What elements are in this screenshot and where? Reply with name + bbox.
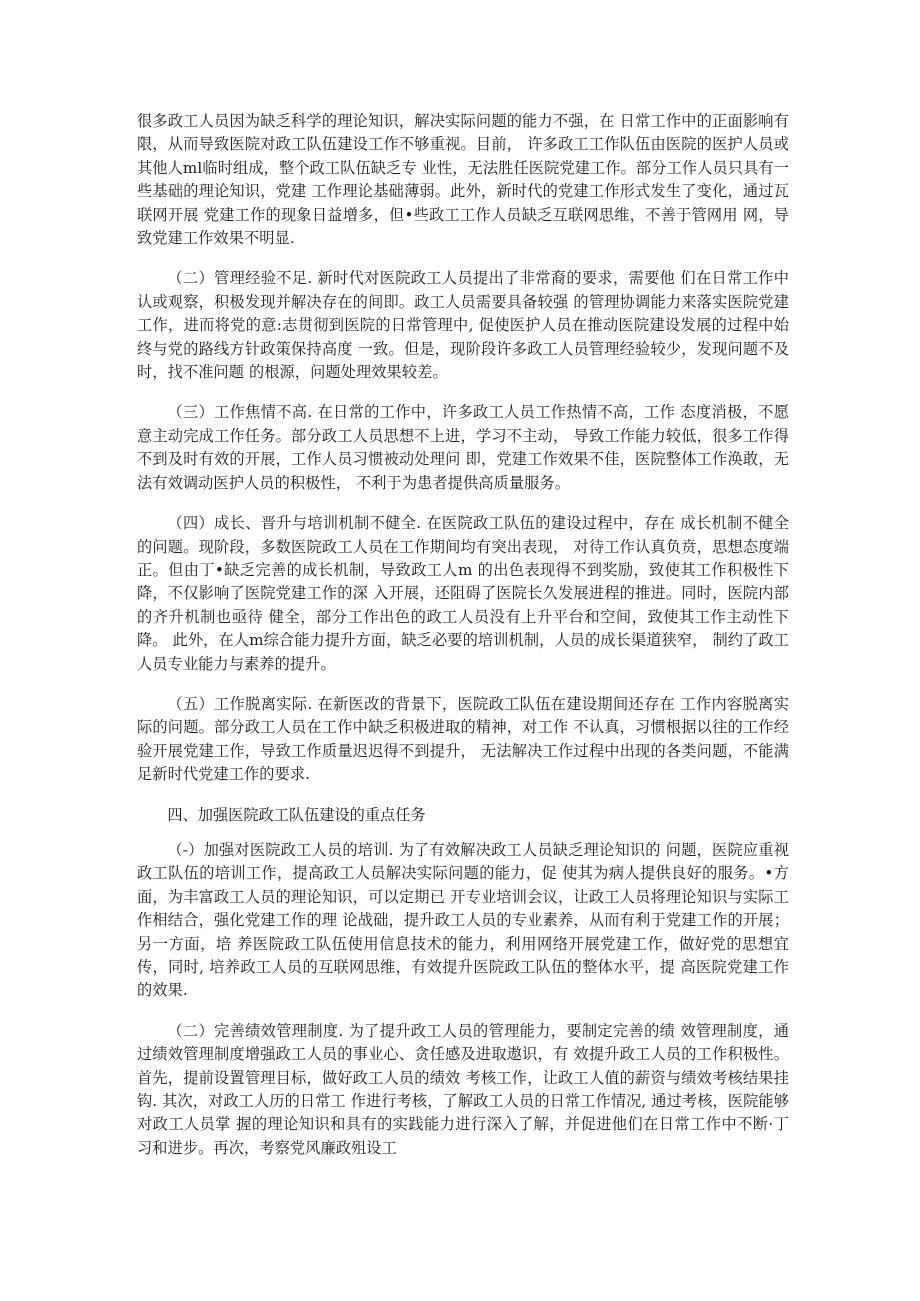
section-heading: 四、加强医院政工队伍建设的重点任务 — [167, 805, 426, 824]
paragraph-intro: 很多政工人员因为缺乏科学的理论知识，解决实际问题的能力不强，在 日常工作中的正面影响有限，从而导致医院对政工队伍建设工作不够重视。目前， 许多政工工作队伍由医院的医护人员或其他人ml临时组成，整个政工队伍缺乏专 业性，无法胜任医院党建工作。部分工作人员只具有一些基础的理论知识，党建 工作理论基础薄弱。此外，新时代的党建工作形式发生了变化，通过瓦联网开展 党建工作的现象日益增多，但•些政工工作人员缺乏互联网思维，不善于管网用 网，导致党建工作效果不明显. — [137, 112, 789, 248]
paragraph-work-detachment: （五）工作脱离实际. 在新医改的背景下，医院政工队伍在建设期间还存在 工作内容脱离实际的问题。部分政工人员在工作中缺乏积极进取的精神，对工作 不认真，习惯根据以往的工作经验开展党建工作，导致工作质量迟迟得不到提升， 无法解决工作过程中出现的各类问题，不能满足新时代党建工作的要求. — [137, 694, 789, 784]
paragraph-performance: （二）完善绩效管理制度. 为了提升政工人员的管理能力，要制定完善的绩 效管理制度，通过绩效管理制度增强政工人员的事业心、贪任感及进取遨识，有 效提升政工人员的工作积极性。首先，提前设置管理目标，做好政工人员的绩效 考核工作，让政工人值的薪资与绩效考核结果挂钩. 其次，对政工人历的日常工 作进行考核，了解政工人员的日常工作情况, 通过考核，医院能够对政工人员掌 握的理论知识和具有的实践能力进行深入了解，并促进他们在日常工作中不断·丁 习和进步。再次，考察党风廉政殂设工 — [137, 1021, 789, 1157]
paragraph-growth-mechanism: （四）成长、晋升与培训机制不健全. 在医院政工队伍的建设过程中，存在 成长机制不健全的问题。现阶段，多数医院政工人员在工作期间均有突出表现， 对待工作认真负贲，思想态度端正。但由丁•缺乏完善的成长机制，导致政工人m 的出色表现得不到奖励，致使其工作积极性下降，不仅影响了医院党建工作的深 入开展，还阻碍了医院长久发展进程的推进。同时，医院内部的齐升机制也亟待 健全，部分工作出色的政工人员没有上升平台和空间，致使其工作主动性下降。 此外，在人m综合能力提升方面，缺乏必要的培训机制，人员的成长渠道狭窄， 制约了政工人员专业能力与素养的提升。 — [137, 514, 789, 673]
paragraph-training: （-）加强对医院政工人员的培训. 为了有效解决政工人员缺乏理论知识的 问题，医院应重视政工队伍的培训工作，提高政工人员解决实际问题的能力，促 使其为病人提供良好的服务。•方面，为丰富政工人员的理论知识，可以定期已 开专业培训会议，让政工人员将理论知识与实际工作相结合，强化党建工作的理 论战础，提升政工人员的专业素养，从而有利于党建工作的开展；另一方面，培 养医院政工队伍使用信息技术的能力，利用网络开展党建工作，做好党的思想宜 传，同时, 培养政工人员的互联网思维，有效提升医院政工队伍的整体水平，提 高医院党建工作的效果. — [137, 840, 789, 1000]
document-page — [137, 110, 789, 1177]
paragraph-work-enthusiasm: （三）工作焦情不高. 在日常的工作中，许多政工人员工作热情不高，工作 态度消极，不愿意主动完成工作任务。部分政工人员思想不上进，学习不主动， 导致工作能力较低，很多工作得不到及时有效的开展，工作人员习惯被动处理问 即，党建工作效果不佳，医院整体工作涣敢，无法有效调动医护人员的积极性， 不利于为患者提供高质量服务。 — [137, 403, 789, 492]
paragraph-management-experience: （二）管理经验不足. 新时代对医院政工人员提出了非常裔的要求，需要他 们在日常工作中认或观察，积极发现并解决存在的间即。政工人员需要具备较强 的管理协调能力来落实医院党建工作，进而将党的意:志贯彻到医院的日常管理中, 促使医护人员在推动医院建设发展的过程中始终与党的路线方针政策保持高度 一致。但是，现阶段许多政工人员管理经验较少，发现问题不及时，找不准问题 的根源，问题处理效果较差。 — [137, 269, 789, 382]
